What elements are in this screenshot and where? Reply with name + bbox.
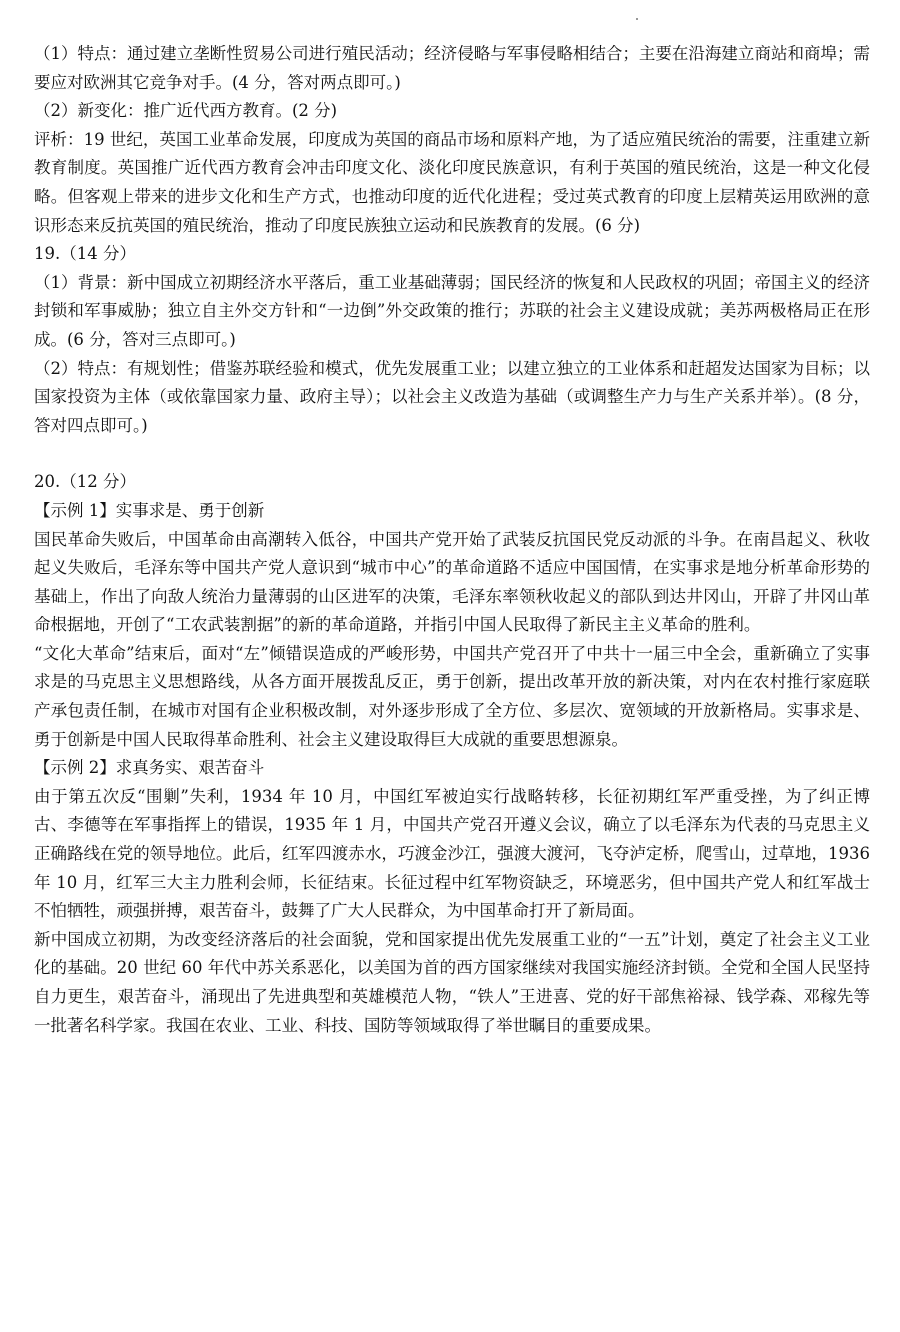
- question-19-answers: [34, 240, 870, 440]
- q20-example1-paragraph: “文化大革命”结束后，面对“左”倾错误造成的严峻形势，中国共产党召开了中共十一届三中全会，重新确立了实事求是的马克思主义思想路线，从各方面开展拨乱反正，勇于创新，提出改革开放的新决策，对内在农村推行家庭联产承包责任制，在城市对国有企业积极改制，对外逐步形成了全方位、多层次、宽领域的开放新格局。实事求是、勇于创新是中国人民取得革命胜利、社会主义建设取得巨大成就的重要思想源泉。: [34, 643, 870, 749]
- q20-heading: 20.（12 分）: [34, 472, 136, 492]
- section-gap: [34, 440, 870, 468]
- question-20-answers: [34, 468, 870, 1040]
- question-18-answers: [34, 40, 870, 240]
- q19-heading: 19.（14 分）: [34, 244, 136, 264]
- q18-part2-answer: （2）新变化：推广近代西方教育。(2 分): [34, 101, 338, 121]
- answer-page: [34, 40, 870, 1040]
- scan-speck: [636, 18, 638, 20]
- q18-part1-answer: （1）特点：通过建立垄断性贸易公司进行殖民活动；经济侵略与军事侵略相结合；主要在沿海建立商站和商埠；需要应对欧洲其它竞争对手。(4 分，答对两点即可。): [34, 44, 870, 92]
- q20-example1-title: 【示例 1】实事求是、勇于创新: [34, 500, 265, 520]
- q19-part1-answer: （1）背景：新中国成立初期经济水平落后，重工业基础薄弱；国民经济的恢复和人民政权的巩固；帝国主义的经济封锁和军事威胁；独立自主外交方针和“一边倒”外交政策的推行；苏联的社会主义建设成就；美苏两极格局正在形成。(6 分，答对三点即可。): [34, 272, 870, 349]
- q18-evaluation: 评析：19 世纪，英国工业革命发展，印度成为英国的商品市场和原料产地，为了适应殖民统治的需要，注重建立新教育制度。英国推广近代西方教育会冲击印度文化、淡化印度民族意识，有利于英国的殖民统治，这是一种文化侵略。但客观上带来的进步文化和生产方式，也推动印度的近代化进程；受过英式教育的印度上层精英运用欧洲的意识形态来反抗英国的殖民统治，推动了印度民族独立运动和民族教育的发展。(6 分): [34, 129, 870, 235]
- q20-example2-title: 【示例 2】求真务实、艰苦奋斗: [34, 758, 265, 778]
- q20-example1-paragraph: 国民革命失败后，中国革命由高潮转入低谷，中国共产党开始了武装反抗国民党反动派的斗争。在南昌起义、秋收起义失败后，毛泽东等中国共产党人意识到“城市中心”的革命道路不适应中国国情，在实事求是地分析革命形势的基础上，作出了向敌人统治力量薄弱的山区进军的决策，毛泽东率领秋收起义的部队到达井冈山，开辟了井冈山革命根据地，开创了“工农武装割据”的新的革命道路，并指引中国人民取得了新民主主义革命的胜利。: [34, 529, 870, 635]
- q20-example2-paragraph: 新中国成立初期，为改变经济落后的社会面貌，党和国家提出优先发展重工业的“一五”计划，奠定了社会主义工业化的基础。20 世纪 60 年代中苏关系恶化，以美国为首的西方国家继续对我国实施经济封锁。全党和全国人民坚持自力更生，艰苦奋斗，涌现出了先进典型和英雄模范人物，“铁人”王进喜、党的好干部焦裕禄、钱学森、邓稼先等一批著名科学家。我国在农业、工业、科技、国防等领域取得了举世瞩目的重要成果。: [34, 929, 870, 1035]
- q20-example2-paragraph: 由于第五次反“围剿”失利，1934 年 10 月，中国红军被迫实行战略转移，长征初期红军严重受挫，为了纠正博古、李德等在军事指挥上的错误，1935 年 1 月，中国共产党召开遵义会议，确立了以毛泽东为代表的马克思主义正确路线在党的领导地位。此后，红军四渡赤水，巧渡金沙江，强渡大渡河，飞夺泸定桥，爬雪山，过草地，1936 年 10 月，红军三大主力胜利会师，长征结束。长征过程中红军物资缺乏，环境恶劣，但中国共产党人和红军战士不怕牺牲，顽强拼搏，艰苦奋斗，鼓舞了广大人民群众，为中国革命打开了新局面。: [34, 786, 870, 921]
- q19-part2-answer: （2）特点：有规划性；借鉴苏联经验和模式，优先发展重工业；以建立独立的工业体系和赶超发达国家为目标；以国家投资为主体（或依靠国家力量、政府主导）；以社会主义改造为基础（或调整生产力与生产关系并举）。(8 分，答对四点即可。): [34, 358, 870, 435]
